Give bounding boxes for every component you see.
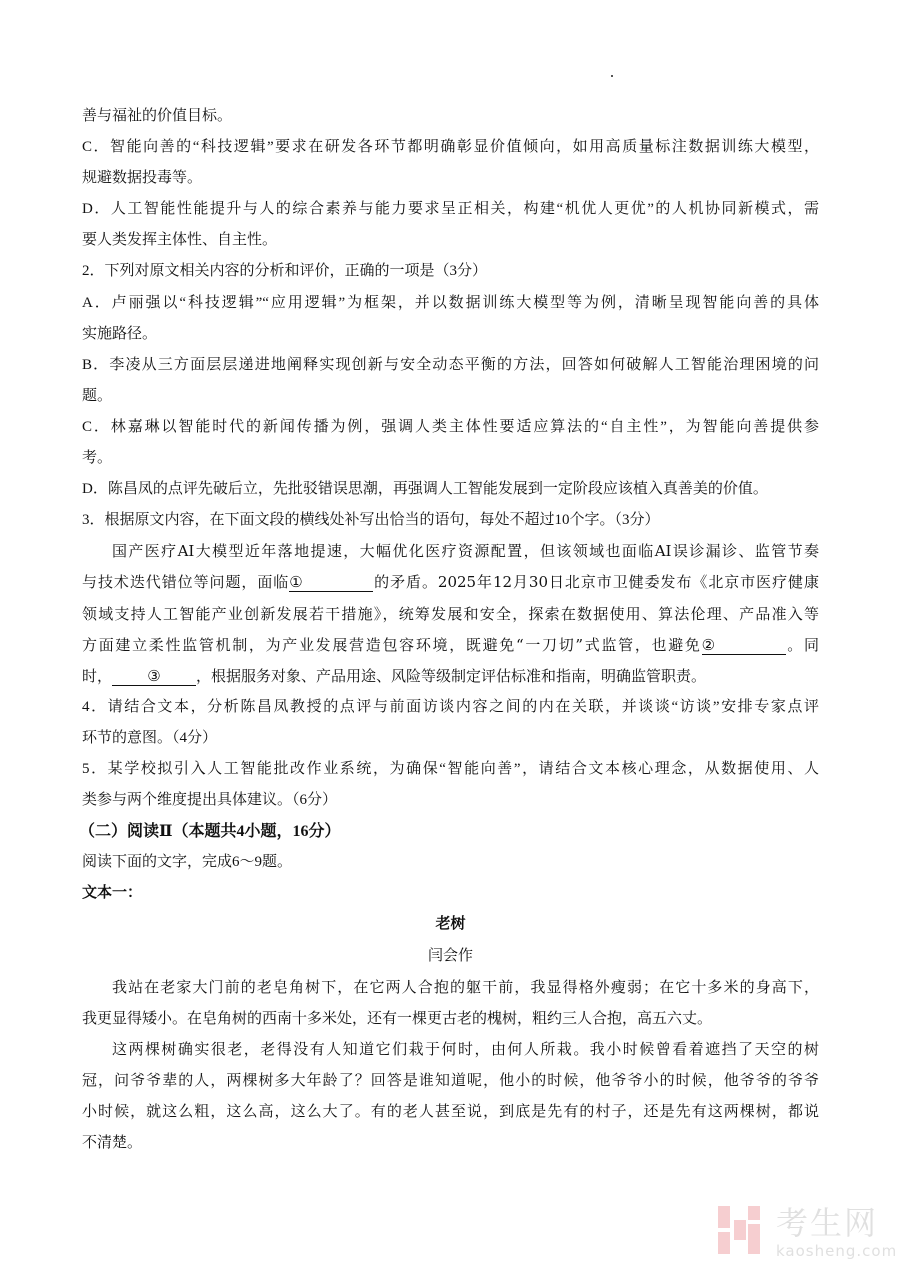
article-line: 冠，问爷爷辈的人，两棵树多大年龄了？回答是谁知道呢，他小的时候，他爷爷小的时候，他爷爷的爷爷 — [82, 1070, 819, 1089]
document-page — [79, 101, 819, 1158]
passage-line: 领域支持人工智能产业创新发展若干措施》，统筹发展和安全，探索在数据使用、算法伦理、产品准入等 — [82, 604, 819, 623]
passage-text: ，根据服务对象、产品用途、风险等级制定评估标准和指南，明确监管职责。 — [196, 666, 707, 685]
passage-line — [82, 630, 819, 661]
article-line: 我更显得矮小。在皂角树的西南十多米处，还有一棵更古老的槐树，粗约三人合抱，高五六丈。 — [82, 1008, 713, 1027]
question-3: 3．根据原文内容，在下面文段的横线处补写出恰当的语句，每处不超过10个字。（3分） — [82, 512, 660, 529]
question-5: 5．某学校拟引入人工智能批改作业系统，为确保“智能向善”，请结合文本核心理念，从数据使用、人 — [82, 760, 819, 777]
section-heading: （二）阅读Ⅱ（本题共4小题，16分） — [79, 823, 341, 841]
blank-2: ② — [702, 636, 786, 655]
q2-option-d: D．陈昌凤的点评先破后立，先批驳错误思潮，再强调人工智能发展到一定阶段应该植入真善美的价值。 — [82, 481, 768, 498]
watermark-name: 考生网 — [776, 1204, 879, 1242]
watermark — [716, 1203, 896, 1263]
text-line: 实施路径。 — [82, 325, 158, 342]
blank-3: ③ — [112, 667, 196, 686]
article-line: 这两棵树确实很老，老得没有人知道它们栽于何时，由何人所栽。我小时候曾看着遮挡了天空的树 — [112, 1039, 819, 1058]
question-2: 2．下列对原文相关内容的分析和评价，正确的一项是（3分） — [82, 263, 488, 280]
stray-dot — [611, 75, 613, 77]
passage-text: 的矛盾。2025年12月30日北京市卫健委发布《北京市医疗健康 — [373, 573, 819, 592]
text-label: 文本一： — [82, 885, 143, 902]
passage-text: 。同 — [785, 635, 819, 654]
option-c: C．智能向善的“科技逻辑”要求在研发各环节都明确彰显价值倾向，如用高质量标注数据训练大模型， — [82, 139, 819, 156]
passage-text: 时， — [82, 666, 113, 685]
passage-text: 方面建立柔性监管机制，为产业发展营造包容环境，既避免“一刀切”式监管，也避免 — [82, 635, 702, 654]
watermark-logo-icon — [718, 1206, 760, 1254]
article-line: 我站在老家大门前的老皂角树下，在它两人合抱的躯干前，我显得格外瘦弱；在它十多米的身高下， — [112, 977, 819, 996]
text-line: 规避数据投毒等。 — [82, 170, 203, 187]
text-line: 题。 — [82, 387, 113, 404]
instruction: 阅读下面的文字，完成6～9题。 — [82, 854, 293, 871]
text-line: 善与福祉的价值目标。 — [82, 108, 233, 124]
text-line: 考。 — [82, 450, 113, 467]
passage-line — [82, 567, 819, 598]
text-line: 要人类发挥主体性、自主性。 — [82, 232, 278, 249]
option-d: D．人工智能性能提升与人的综合素养与能力要求呈正相关，构建“机优人更优”的人机协同新模式，需 — [82, 201, 819, 218]
text-line: 类参与两个维度提出具体建议。（6分） — [82, 792, 338, 809]
q2-option-c: C．林嘉琳以智能时代的新闻传播为例，强调人类主体性要适应算法的“自主性”，为智能向善提供参 — [82, 418, 819, 435]
article-line: 不清楚。 — [82, 1133, 143, 1152]
article-title: 老树 — [435, 916, 466, 933]
passage-line — [82, 661, 819, 692]
q2-option-a: A．卢丽强以“科技逻辑”“应用逻辑”为框架，并以数据训练大模型等为例，清晰呈现智能向善的具体 — [82, 294, 819, 311]
article-line: 小时候，就这么粗，这么高，这么大了。有的老人甚至说，到底是先有的村子，还是先有这两棵树，都说 — [82, 1102, 819, 1120]
text-line: 环节的意图。（4分） — [82, 729, 218, 746]
question-4: 4．请结合文本，分析陈昌凤教授的点评与前面访谈内容之间的内在关联，并谈谈“访谈”安排专家点评 — [82, 698, 819, 715]
passage-line: 国产医疗AI大模型近年落地提速，大幅优化医疗资源配置，但该领域也面临AI误诊漏诊、监管节奏 — [112, 542, 819, 561]
watermark-url: kaosheng.com — [776, 1242, 898, 1260]
article-author: 闫会作 — [427, 947, 473, 964]
blank-1: ① — [289, 573, 373, 592]
q2-option-b: B．李凌从三方面层层递进地阐释实现创新与安全动态平衡的方法，回答如何破解人工智能治理困境的问 — [82, 356, 819, 373]
passage-text: 与技术迭代错位等问题，面临 — [82, 573, 290, 592]
